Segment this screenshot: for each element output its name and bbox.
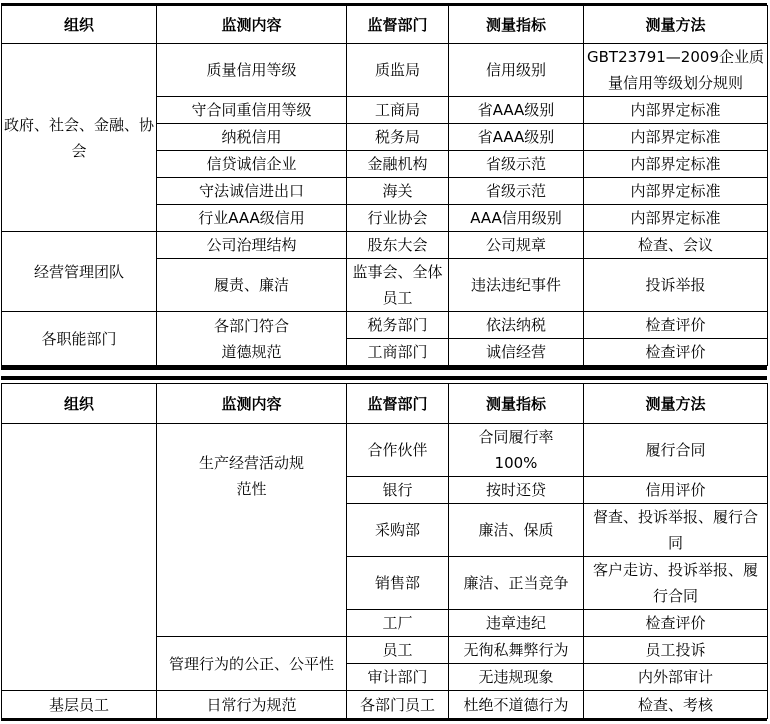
indicator-cell: 省级示范	[449, 178, 584, 205]
content-cell: 履责、廉洁	[157, 259, 347, 312]
indicator-cell: 省AAA级别	[449, 124, 584, 151]
method-cell: 内外部审计	[584, 664, 768, 691]
bottom-border	[1, 718, 767, 721]
credit-table-2	[1, 383, 768, 719]
content-cell: 纳税信用	[157, 124, 347, 151]
method-cell: 信用评价	[584, 477, 768, 504]
credit-table-1	[1, 5, 768, 366]
dept-cell: 股东大会	[347, 232, 449, 259]
content-cell: 信贷诚信企业	[157, 151, 347, 178]
indicator-cell: 省级示范	[449, 151, 584, 178]
dept-cell: 销售部	[347, 557, 449, 610]
header-org: 组织	[2, 6, 157, 44]
dept-cell: 税务部门	[347, 312, 449, 339]
dept-cell: 监事会、全体员工	[347, 259, 449, 312]
content-cell: 各部门符合道德规范	[157, 312, 347, 366]
indicator-cell: 诚信经营	[449, 339, 584, 366]
indicator-cell: 按时还贷	[449, 477, 584, 504]
dept-cell: 合作伙伴	[347, 424, 449, 477]
dept-cell: 审计部门	[347, 664, 449, 691]
content-cell: 守法诚信进出口	[157, 178, 347, 205]
dept-cell: 采购部	[347, 504, 449, 557]
dept-cell: 银行	[347, 477, 449, 504]
dept-cell: 工商局	[347, 97, 449, 124]
header-dept: 监督部门	[347, 6, 449, 44]
table-row	[2, 44, 768, 97]
indicator-cell: 公司规章	[449, 232, 584, 259]
method-cell: 内部界定标准	[584, 178, 768, 205]
indicator-cell: 省AAA级别	[449, 97, 584, 124]
method-cell: 内部界定标准	[584, 205, 768, 232]
indicator-cell: 廉洁、保质	[449, 504, 584, 557]
method-cell: 投诉举报	[584, 259, 768, 312]
org-cell	[2, 424, 157, 691]
dept-cell: 质监局	[347, 44, 449, 97]
method-cell: 督查、投诉举报、履行合同	[584, 504, 768, 557]
content-cell: 生产经营活动规范性	[157, 424, 347, 637]
method-cell: GBT23791—2009企业质量信用等级划分规则	[584, 44, 768, 97]
dept-cell: 金融机构	[347, 151, 449, 178]
indicator-cell: 合同履行率100%	[449, 424, 584, 477]
dept-cell: 各部门员工	[347, 691, 449, 719]
dept-cell: 行业协会	[347, 205, 449, 232]
method-cell: 履行合同	[584, 424, 768, 477]
header-indicator: 测量指标	[449, 384, 584, 424]
org-cell: 基层员工	[2, 691, 157, 719]
section-divider	[1, 376, 767, 380]
indicator-cell: 信用级别	[449, 44, 584, 97]
content-cell: 日常行为规范	[157, 691, 347, 719]
dept-cell: 员工	[347, 637, 449, 664]
header-org: 组织	[2, 384, 157, 424]
method-cell: 检查评价	[584, 312, 768, 339]
method-cell: 检查、会议	[584, 232, 768, 259]
method-cell: 内部界定标准	[584, 151, 768, 178]
content-cell: 公司治理结构	[157, 232, 347, 259]
org-cell: 政府、社会、金融、协会	[2, 44, 157, 232]
header-dept: 监督部门	[347, 384, 449, 424]
method-cell: 检查评价	[584, 339, 768, 366]
indicator-cell: 廉洁、正当竞争	[449, 557, 584, 610]
content-cell: 质量信用等级	[157, 44, 347, 97]
method-cell: 检查评价	[584, 610, 768, 637]
content-cell: 管理行为的公正、公平性	[157, 637, 347, 691]
dept-cell: 工厂	[347, 610, 449, 637]
content-cell: 守合同重信用等级	[157, 97, 347, 124]
header-method: 测量方法	[584, 384, 768, 424]
table-row	[2, 232, 768, 259]
indicator-cell: 违章违纪	[449, 610, 584, 637]
org-cell: 经营管理团队	[2, 232, 157, 312]
indicator-cell: 杜绝不道德行为	[449, 691, 584, 719]
method-cell: 检查、考核	[584, 691, 768, 719]
indicator-cell: 违法违纪事件	[449, 259, 584, 312]
table-row	[2, 312, 768, 339]
indicator-cell: 无徇私舞弊行为	[449, 637, 584, 664]
table-row	[2, 424, 768, 477]
dept-cell: 税务局	[347, 124, 449, 151]
indicator-cell: 依法纳税	[449, 312, 584, 339]
header-row	[2, 384, 768, 424]
indicator-cell: AAA信用级别	[449, 205, 584, 232]
header-content: 监测内容	[157, 384, 347, 424]
dept-cell: 海关	[347, 178, 449, 205]
dept-cell: 工商部门	[347, 339, 449, 366]
table-row	[2, 691, 768, 719]
method-cell: 内部界定标准	[584, 97, 768, 124]
content-cell: 行业AAA级信用	[157, 205, 347, 232]
header-method: 测量方法	[584, 6, 768, 44]
header-content: 监测内容	[157, 6, 347, 44]
header-row	[2, 6, 768, 44]
header-indicator: 测量指标	[449, 6, 584, 44]
section-divider	[1, 366, 767, 370]
method-cell: 员工投诉	[584, 637, 768, 664]
method-cell: 客户走访、投诉举报、履行合同	[584, 557, 768, 610]
org-cell: 各职能部门	[2, 312, 157, 366]
method-cell: 内部界定标准	[584, 124, 768, 151]
indicator-cell: 无违规现象	[449, 664, 584, 691]
